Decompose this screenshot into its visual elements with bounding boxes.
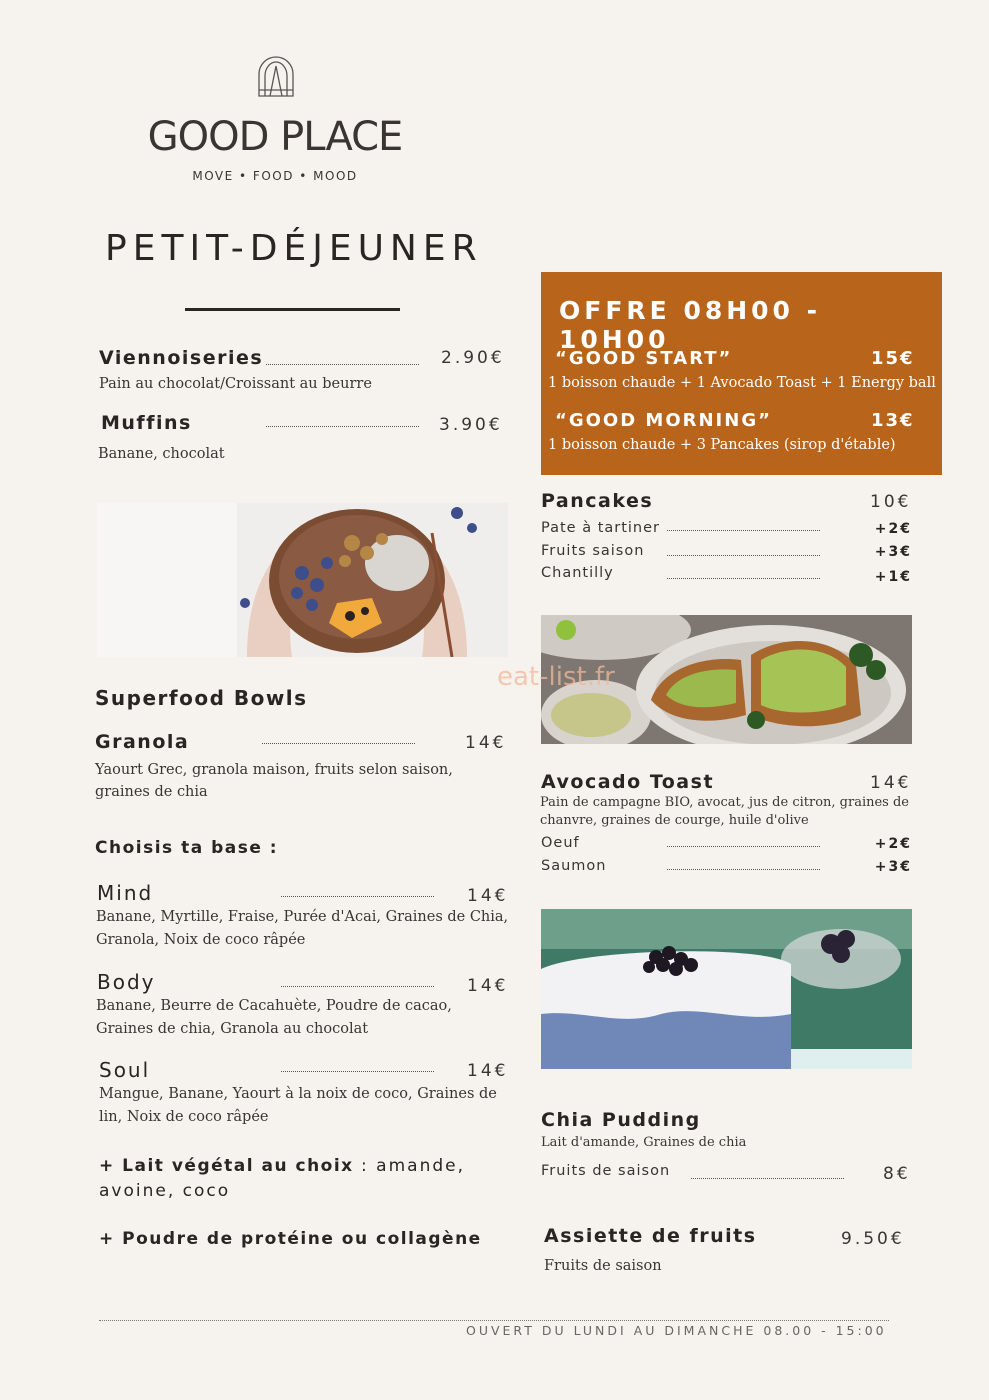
item-price: 14€	[870, 773, 912, 793]
section-heading: Choisis ta base :	[95, 838, 279, 858]
item-desc: graines de chia	[95, 784, 208, 800]
leader-dots	[281, 986, 434, 987]
item-price: 14€	[467, 886, 509, 906]
brand-tagline: MOVE • FOOD • MOOD	[192, 169, 358, 183]
item-name: Assiette de fruits	[544, 1225, 757, 1247]
title-underline	[185, 308, 400, 311]
item-price: 14€	[467, 976, 509, 996]
option-price: +2€	[874, 521, 912, 537]
item-name: Granola	[95, 731, 190, 753]
leader-dots	[266, 426, 419, 427]
item-desc: lin, Noix de coco râpée	[99, 1109, 269, 1125]
offer-price: 15€	[871, 348, 915, 369]
item-name: Mind	[97, 881, 154, 905]
item-price: 8€	[883, 1164, 911, 1184]
leader-dots	[281, 896, 434, 897]
section-heading: Superfood Bowls	[95, 686, 308, 710]
leader-dots	[262, 743, 415, 744]
leader-dots	[667, 846, 820, 847]
leader-dots	[691, 1178, 844, 1179]
page-title: PETIT-DÉJEUNER	[105, 228, 483, 269]
bowl-photo	[97, 503, 508, 657]
opening-hours: OUVERT DU LUNDI AU DIMANCHE 08.00 - 15:00	[466, 1323, 887, 1338]
leader-dots	[667, 578, 820, 579]
option-price: +1€	[874, 569, 912, 585]
leader-dots	[281, 1071, 434, 1072]
option-price: +3€	[874, 544, 912, 560]
offer-desc: 1 boisson chaude + 1 Avocado Toast + 1 Energy ball	[548, 375, 936, 391]
item-name: Viennoiseries	[99, 347, 264, 369]
option-label: Fruits de saison	[541, 1163, 671, 1179]
item-name: Muffins	[101, 412, 192, 434]
offer-price: 13€	[871, 410, 915, 431]
item-price: 3.90€	[439, 415, 503, 435]
item-desc: Banane, Beurre de Cacahuète, Poudre de cacao,	[96, 998, 452, 1014]
option-price: +2€	[874, 836, 912, 852]
item-desc: Pain de campagne BIO, avocat, jus de citron, graines de	[540, 795, 909, 810]
item-desc: Lait d'amande, Graines de chia	[541, 1135, 747, 1150]
item-desc: Mangue, Banane, Yaourt à la noix de coco, Graines de	[99, 1086, 497, 1102]
item-price: 14€	[465, 733, 507, 753]
item-desc: Granola, Noix de coco râpée	[96, 932, 306, 948]
item-desc: Graines de chia, Granola au chocolat	[96, 1021, 369, 1037]
option-label: Oeuf	[541, 835, 580, 851]
chia-pudding-photo	[541, 909, 912, 1069]
item-desc: Fruits de saison	[544, 1258, 662, 1274]
option-price: +3€	[874, 859, 912, 875]
item-desc: Pain au chocolat/Croissant au beurre	[99, 376, 372, 392]
item-price: 9.50€	[841, 1229, 905, 1249]
item-desc: Banane, chocolat	[98, 446, 225, 462]
brand-name: GOOD PLACE	[147, 114, 403, 160]
offer-name: “GOOD START”	[555, 348, 733, 369]
offer-box	[541, 272, 942, 475]
footer-divider	[99, 1320, 889, 1321]
item-name: Soul	[99, 1058, 151, 1082]
offer-title: OFFRE 08H00 - 10H00	[559, 296, 822, 354]
item-name: Chia Pudding	[541, 1109, 701, 1131]
option-label: Fruits saison	[541, 543, 645, 559]
item-price: 2.90€	[441, 348, 505, 368]
item-desc: Banane, Myrtille, Fraise, Purée d'Acai, Graines de Chia,	[96, 909, 509, 925]
addon-lait-bold: + Lait végétal au choix	[99, 1156, 354, 1176]
item-name: Body	[97, 970, 156, 994]
item-name: Avocado Toast	[541, 771, 715, 793]
watermark: eat-list.fr	[497, 662, 615, 692]
item-desc: Yaourt Grec, granola maison, fruits selon saison,	[95, 762, 453, 778]
leader-dots	[266, 364, 419, 365]
addon-lait	[99, 1154, 499, 1204]
leader-dots	[667, 555, 820, 556]
offer-desc: 1 boisson chaude + 3 Pancakes (sirop d'étable)	[548, 437, 896, 453]
addon-lait-options: : amande,	[353, 1156, 465, 1176]
item-price: 10€	[870, 492, 912, 512]
option-label: Pate à tartiner	[541, 520, 661, 536]
leader-dots	[667, 530, 820, 531]
option-label: Saumon	[541, 858, 607, 874]
option-label: Chantilly	[541, 565, 614, 581]
addon-poudre: + Poudre de protéine ou collagène	[99, 1229, 482, 1249]
leader-dots	[667, 869, 820, 870]
item-price: 14€	[467, 1061, 509, 1081]
offer-name: “GOOD MORNING”	[555, 410, 772, 431]
item-name: Pancakes	[541, 490, 654, 512]
item-desc: chanvre, graines de courge, huile d'olive	[540, 813, 809, 828]
logo-icon	[257, 56, 295, 98]
addon-lait-options-2: avoine, coco	[99, 1181, 231, 1201]
